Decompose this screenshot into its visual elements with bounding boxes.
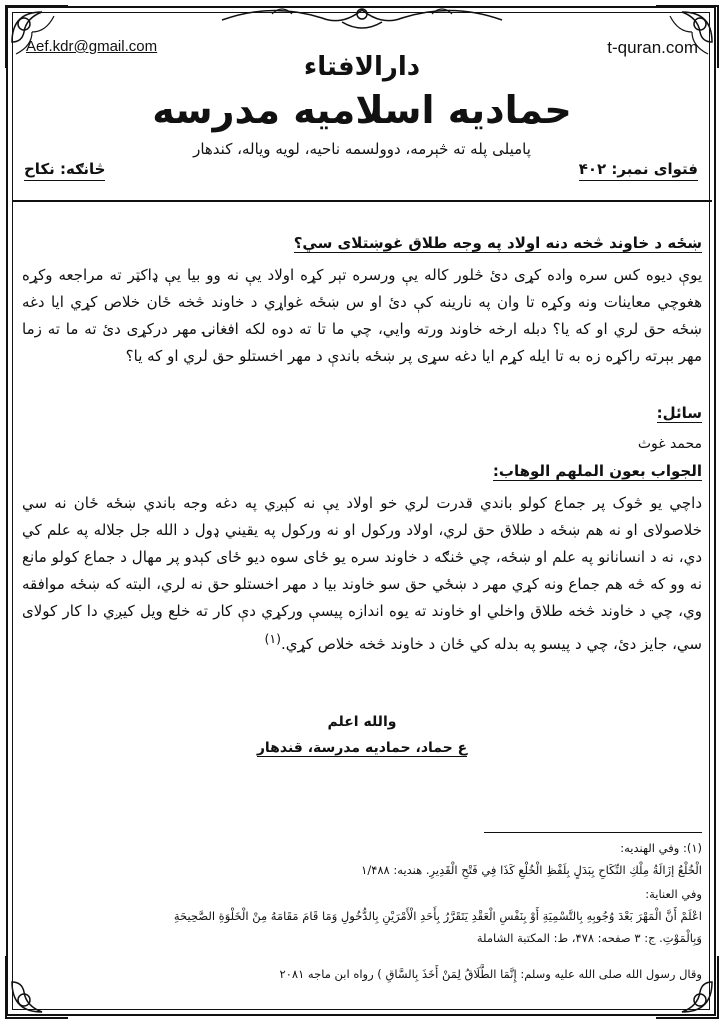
answer-text — [22, 490, 702, 658]
question-text: یوې دیوه کس سره واده کړی دئ څلور کاله یې ورسره تېر کړه اولاد یې نه وو بیا یې ډاکټر ته مراجعه وکړه هغوچي معاینات ونه وکړه تا وان په نارینه کې دئ او س ښځه غواړي د خاوند څخه ځان خلاص کړي ایا دغه ښځه حق لري او که یا؟ دبله ارخه خاوند ورته وایي، چي ما تا ته دوه لکه افغانۍ مهر درکړی دئ ته ما ته زما مهر بېرته راکړه زه به تا ایله کړم ایا دغه سړی پر ښځه باندې د مهر اخستلو حق لري او که یا؟ — [22, 266, 702, 365]
footnote-ref: (۱) — [264, 631, 282, 646]
asker-name: محمد غوث — [637, 436, 702, 452]
answer-label — [22, 462, 702, 480]
madrasa-title: حمادیه اسلامیه مدرسه — [152, 88, 572, 132]
footnote-hadith: وقال رسول الله صلی الله علیه وسلم: إِنَّمَا الطَّلَاقُ لِمَنْ أَخَذَ بِالسَّاقِ ) رواه ابن ماجه ۲۰۸۱ — [279, 967, 702, 981]
question-title-text: ښځه د خاوند څخه دنه اولاد په وجه طلاق غوښتلای سي؟ — [293, 234, 702, 252]
fatwa-number: فتوای نمبر: ۴۰۲ — [579, 160, 698, 181]
madrasa-address: پامیلی پله ته څېرمه، دوولسمه ناحیه، لویه ویاله، کندهار — [193, 140, 531, 158]
corner-ornament-icon — [2, 952, 72, 1022]
mufti-signature-text: ع حماد، حمادیه مدرسة، قندهار — [256, 740, 468, 756]
answer-label-text: الجواب بعون الملهم الوهاب: — [492, 462, 702, 480]
asker-label — [22, 404, 702, 422]
wallahu-alam: والله اعلم — [327, 714, 397, 730]
footnote-inaya-reference: وَبِالْمَوْتِ. ج: ۳ صفحه: ۴۷۸، ط: المکتبة الشاملة — [476, 931, 702, 945]
dar-al-ifta-heading: دارالافتاء — [303, 52, 421, 82]
contact-email-link[interactable]: Aef.kdr@gmail.com — [26, 38, 158, 55]
fatwa-topic: څانګه: نکاح — [24, 160, 105, 181]
answer-body: داچي یو څوک پر جماع کولو باندي قدرت لري خو اولاد یې نه کېږي په دغه وجه باندي ښځه ځان نه سي خلاصولای او نه هم ښځه د طلاق حق لري، اولاد ورکول او نه ورکول په یقیني ډول د الله جل جلاله په علم کي دي، نه د انسانانو په علم او ښځه، چي څنګه د خاوند سره یو ځای سوه دیو ځای کېدو پر مهال د جماع کولو مانع نه وو که څه هم جماع ونه کړي مهر د ښځي حق سو خاوند بیا د مهر اخستلو حق نه لري، البته که ښځه موافقه وي، چي د خاوند څخه طلاق واخلي او خاوند ته یوه اندازه پیسې ورکړي دې کار ته خلع ویل کیږي دا کار کولای سي، جایز دئ، چي د پیسو په بدله کي ځان د خاوند څخه خلاص کړي. — [22, 494, 702, 653]
corner-ornament-icon — [652, 952, 722, 1022]
website-link[interactable]: t-quran.com — [607, 38, 698, 57]
footnote-hindiya-label: (۱): وفي الهندیه: — [620, 841, 702, 855]
footnote-hindiya-quote: الْخُلْعُ إزَالَةُ مِلْكِ النِّكَاحِ بِبَدَلٍ بِلَفْظِ الْخُلْعِ كَذَا فِي فَتْحِ الْقَدِيرِ. هندیه: ۱/۴۸۸ — [361, 863, 702, 877]
footnote-inaya-quote: اعْلَمْ أَنَّ الْمَهْرَ بَعْدَ وُجُوبِهِ بِالتَّسْمِيَةِ أَوْ بِنَفْسِ الْعَقْدِ يَتَقَرَّرُ بِأَحَدِ الْأَمْرَيْنِ بِالدُّخُولِ وَمَا قَامَ مَقَامَهُ مِنْ الْخَلْوَةِ الصَّحِيحَةِ — [173, 909, 702, 923]
question-title — [22, 234, 702, 252]
header-divider — [12, 200, 712, 202]
footnote-inaya-label: وفي العنایة: — [645, 887, 702, 901]
mufti-signature — [0, 740, 724, 756]
footnote-divider — [484, 832, 702, 833]
asker-label-text: سائل: — [656, 404, 702, 422]
top-flourish-icon — [212, 0, 512, 34]
